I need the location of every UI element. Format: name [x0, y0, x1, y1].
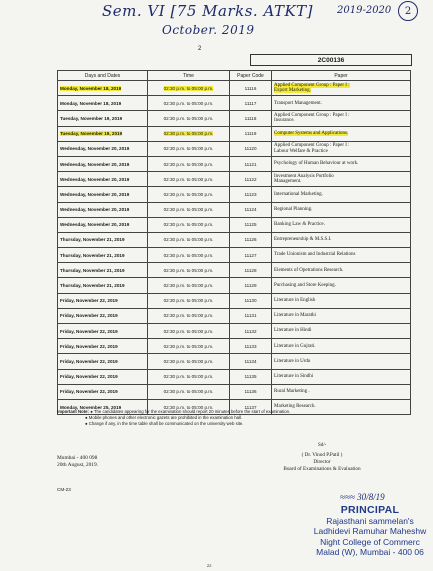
code-cell: 11120: [230, 141, 272, 156]
notes-line-2: ● Mobile phones and other electronic gazets are prohibited in the examination hall.: [85, 415, 243, 420]
table-row: [58, 248, 411, 263]
footer-page-number: 22: [207, 563, 212, 568]
day-cell: Wednesday, November 20, 2019: [58, 187, 148, 202]
page-number: 2: [198, 46, 202, 52]
stamp-line: Night College of Commerc: [320, 536, 420, 547]
paper-cell: Investment Analysis Portfolio Management.: [272, 172, 411, 187]
handwritten-month: October. 2019: [162, 23, 255, 37]
day-cell: Thursday, November 21, 2019: [58, 263, 148, 278]
day-cell: Monday, November 25, 2019: [58, 399, 148, 414]
signatory-designation: Director: [313, 459, 331, 465]
timetable-header-row: [58, 71, 411, 81]
day-cell: Tuesday, November 19, 2019: [58, 111, 148, 126]
code-cell: 11122: [230, 172, 272, 187]
paper-cell: Marketing Research.: [272, 399, 411, 414]
paper-cell: Applied Component Group : Paper I : Labour Welfare & Practice: [272, 141, 411, 156]
time-cell: 02:30 p.m. to 05:00 p.m.: [148, 354, 230, 369]
issue-date: 20th August, 2019.: [57, 462, 99, 468]
code-cell: 11117: [230, 96, 272, 111]
paper-cell: Banking Law & Practice.: [272, 217, 411, 232]
table-row: [58, 324, 411, 339]
time-cell: 02:30 p.m. to 05:00 p.m.: [148, 187, 230, 202]
code-cell: 11116: [230, 81, 272, 96]
table-row: [58, 308, 411, 323]
table-row: [58, 369, 411, 384]
table-row: [58, 354, 411, 369]
signature-block: [262, 452, 382, 473]
signature-scribble-icon: ≈≈≈: [340, 492, 358, 502]
stamp-handwritten-date: ≈≈≈ 30/8/19: [340, 492, 385, 502]
time-cell: 02:30 p.m. to 05:00 p.m.: [148, 384, 230, 399]
day-cell: Wednesday, November 20, 2019: [58, 156, 148, 171]
code-cell: 11128: [230, 263, 272, 278]
table-row: [58, 202, 411, 217]
timetable-body: [58, 81, 411, 415]
place: Mumbai - 400 098: [57, 455, 98, 461]
time-cell: 02:30 p.m. to 05:00 p.m.: [148, 278, 230, 293]
notes-line-1: Important Note: ● The candidates appearing for the examination should report 20 minutes before the start of examination.: [57, 409, 291, 414]
table-row: [58, 111, 411, 126]
time-cell: 02:30 p.m. to 05:00 p.m.: [148, 248, 230, 263]
note-item: Mobile phones and other electronic gazets are prohibited in the examination hall.: [88, 415, 243, 420]
code-cell: 11131: [230, 308, 272, 323]
paper-cell: Applied Component Group : Paper I : Export Marketing.: [272, 81, 411, 96]
header-time: Time: [148, 71, 230, 81]
signatory-board: Board of Examinations & Evaluation: [283, 466, 361, 472]
table-row: [58, 141, 411, 156]
day-cell: Friday, November 22, 2019: [58, 308, 148, 323]
important-notes: [57, 409, 417, 427]
day-cell: Friday, November 22, 2019: [58, 354, 148, 369]
stamp-line: Ladhidevi Ramuhar Maheshw: [313, 526, 427, 536]
notes-line-3: ● Change if any, in the time table shall be communicated on the university web site.: [85, 421, 244, 426]
time-cell: 02:30 p.m. to 05:00 p.m.: [148, 263, 230, 278]
table-row: [58, 172, 411, 187]
table-row: [58, 217, 411, 232]
day-cell: Thursday, November 21, 2019: [58, 248, 148, 263]
day-cell: Tuesday, November 19, 2019: [58, 126, 148, 141]
signatory-name: ( Dr. Vinod P.Patil ): [301, 452, 343, 458]
day-cell: Wednesday, November 20, 2019: [58, 217, 148, 232]
stamp-title: PRINCIPAL: [340, 504, 400, 516]
time-cell: 02:30 p.m. to 05:00 p.m.: [148, 156, 230, 171]
timetable: [57, 70, 411, 415]
principal-stamp: [300, 505, 433, 558]
form-code: CM-23: [57, 487, 71, 492]
day-cell: Wednesday, November 20, 2019: [58, 202, 148, 217]
paper-cell: Literature in Urdu: [272, 354, 411, 369]
day-cell: Wednesday, November 20, 2019: [58, 141, 148, 156]
code-cell: 11126: [230, 232, 272, 247]
code-cell: 11124: [230, 202, 272, 217]
code-cell: 11137: [230, 399, 272, 414]
handwritten-year: 2019-2020: [337, 5, 392, 16]
day-cell: Monday, November 18, 2019: [58, 96, 148, 111]
time-cell: 02:30 p.m. to 05:00 p.m.: [148, 324, 230, 339]
code-cell: 11134: [230, 354, 272, 369]
header-days-and-dates: Days and Dates: [58, 71, 148, 81]
place-date-block: [57, 455, 98, 469]
paper-cell: Elements of Opetrations Research.: [272, 263, 411, 278]
paper-cell: International Marketing.: [272, 187, 411, 202]
day-cell: Thursday, November 21, 2019: [58, 278, 148, 293]
time-cell: 02:30 p.m. to 05:00 p.m.: [148, 96, 230, 111]
code-cell: 11118: [230, 111, 272, 126]
table-row: [58, 384, 411, 399]
table-row: [58, 263, 411, 278]
notes-label: Important Note:: [57, 409, 89, 414]
paper-cell: Purchasing and Store Keeping.: [272, 278, 411, 293]
paper-cell: Trade Unionism and Industrial Relations: [272, 248, 411, 263]
time-cell: 02:30 p.m. to 05:00 p.m.: [148, 369, 230, 384]
paper-cell: Transport Management.: [272, 96, 411, 111]
paper-cell: Literature in Marathi: [272, 308, 411, 323]
signature-sd: Sd/-: [318, 443, 327, 448]
code-cell: 11136: [230, 384, 272, 399]
code-cell: 11123: [230, 187, 272, 202]
day-cell: Friday, November 22, 2019: [58, 293, 148, 308]
time-cell: 02:30 p.m. to 05:00 p.m.: [148, 172, 230, 187]
table-row: [58, 339, 411, 354]
paper-cell: Literature in Gujrati.: [272, 339, 411, 354]
code-cell: 11121: [230, 156, 272, 171]
table-row: [58, 232, 411, 247]
time-cell: 02:30 p.m. to 05:00 p.m.: [148, 217, 230, 232]
day-cell: Friday, November 22, 2019: [58, 339, 148, 354]
day-cell: Wednesday, November 20, 2019: [58, 172, 148, 187]
time-cell: 02:30 p.m. to 05:00 p.m.: [148, 126, 230, 141]
code-cell: 11132: [230, 324, 272, 339]
day-cell: Thursday, November 21, 2019: [58, 232, 148, 247]
day-cell: Friday, November 22, 2019: [58, 384, 148, 399]
code-cell: 11135: [230, 369, 272, 384]
paper-cell: Literature in Sindhi: [272, 369, 411, 384]
code-cell: 11129: [230, 278, 272, 293]
code-cell: 11119: [230, 126, 272, 141]
day-cell: Friday, November 22, 2019: [58, 369, 148, 384]
day-cell: Friday, November 22, 2019: [58, 324, 148, 339]
time-cell: 02:30 p.m. to 05:00 p.m.: [148, 399, 230, 414]
code-cell: 11133: [230, 339, 272, 354]
paper-cell: Entrepreneurship & M.S.S.I.: [272, 232, 411, 247]
paper-cell: Regional Planning.: [272, 202, 411, 217]
time-cell: 02:30 p.m. to 05:00 p.m.: [148, 293, 230, 308]
paper-cell: Literature in Hindi: [272, 324, 411, 339]
header-paper: Paper: [272, 71, 411, 81]
code-cell: 11125: [230, 217, 272, 232]
stamp-line: Malad (W), Mumbai - 400 06: [316, 547, 424, 557]
paper-cell: Rural Marketing .: [272, 384, 411, 399]
paper-cell: Literature in English: [272, 293, 411, 308]
time-cell: 02:30 p.m. to 05:00 p.m.: [148, 308, 230, 323]
time-cell: 02:30 p.m. to 05:00 p.m.: [148, 81, 230, 96]
table-row: [58, 81, 411, 96]
header-paper-code: Paper Code: [230, 71, 272, 81]
note-item: Change if any, in the time table shall be communicated on the university web site.: [88, 421, 244, 426]
time-cell: 02:30 p.m. to 05:00 p.m.: [148, 141, 230, 156]
code-cell: 11127: [230, 248, 272, 263]
paper-code-box: 2C00136: [250, 54, 412, 66]
handwritten-circled-number: 2: [398, 1, 418, 21]
time-cell: 02:30 p.m. to 05:00 p.m.: [148, 339, 230, 354]
time-cell: 02:30 p.m. to 05:00 p.m.: [148, 232, 230, 247]
table-row: [58, 96, 411, 111]
paper-cell: Psychology of Human Behaviour at work.: [272, 156, 411, 171]
note-item: The candidates appearing for the examination should report 20 minutes before the start of examination.: [93, 409, 291, 414]
time-cell: 02:30 p.m. to 05:00 p.m.: [148, 202, 230, 217]
table-row: [58, 187, 411, 202]
paper-cell: Computer Systems and Applications.: [272, 126, 411, 141]
paper-cell: Applied Component Group : Paper I : Insurance.: [272, 111, 411, 126]
table-row: [58, 126, 411, 141]
table-row: [58, 156, 411, 171]
table-row: [58, 278, 411, 293]
time-cell: 02:30 p.m. to 05:00 p.m.: [148, 111, 230, 126]
code-cell: 11130: [230, 293, 272, 308]
day-cell: Monday, November 18, 2019: [58, 81, 148, 96]
handwritten-title: Sem. VI [75 Marks. ATKT]: [102, 2, 314, 20]
stamp-line: Rajasthani sammelan's: [326, 515, 414, 526]
table-row: [58, 293, 411, 308]
